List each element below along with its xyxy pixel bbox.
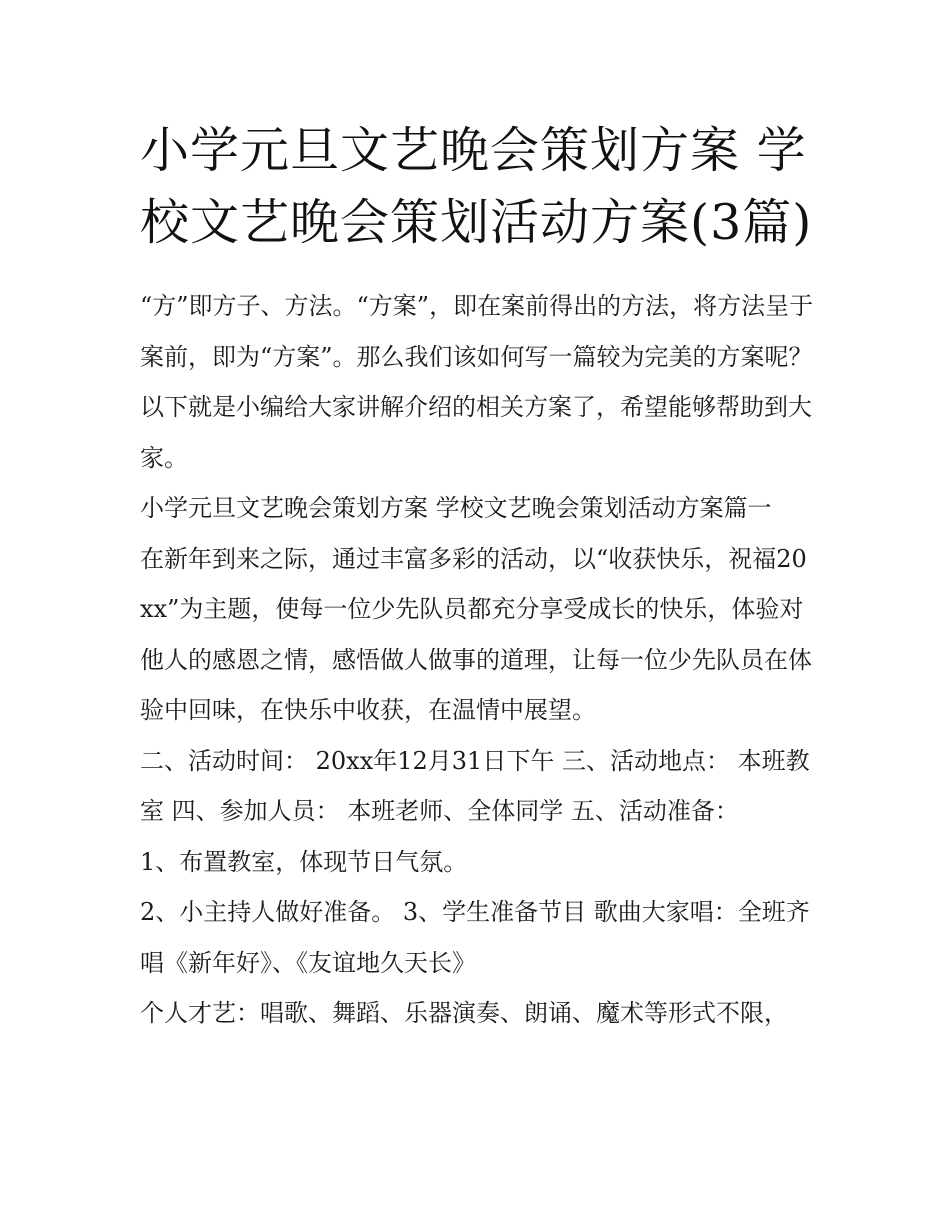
activity-details-paragraph: 二、活动时间： 20xx年12月31日下午 三、活动地点： 本班教室 四、参加人员： 本班老师、全体同学 五、活动准备： [140,746,810,825]
section-heading: 小学元旦文艺晚会策划方案 学校文艺晚会策划活动方案篇一 [140,494,772,522]
intro-paragraph: “方”即方子、方法。“方案”，即在案前得出的方法，将方法呈于案前，即为“方案”。那么我们该如何写一篇较为完美的方案呢？以下就是小编给大家讲解介绍的相关方案了，希望能够帮助到大家。 [140,292,814,472]
talent-show-paragraph: 个人才艺：唱歌、舞蹈、乐器演奏、朗诵、魔术等形式不限， [140,999,788,1027]
preparation-item-2-3: 2、小主持人做好准备。 3、学生准备节目 歌曲大家唱：全班齐唱《新年好》、《友谊地久天长》 [140,898,810,977]
document-title: 小学元旦文艺晚会策划方案 学校文艺晚会策划活动方案(3篇) [140,122,813,251]
activity-purpose-paragraph: 在新年到来之际，通过丰富多彩的活动，以“收获快乐，祝福20xx”为主题，使每一位少先队员都充分享受成长的快乐，体验对他人的感恩之情，感悟做人做事的道理，让每一位少先队员在体验中回味，在快乐中收获，在温情中展望。 [140,544,812,724]
preparation-item-1: 1、布置教室，体现节日气氛。 [140,847,468,876]
document-body [140,115,820,1039]
